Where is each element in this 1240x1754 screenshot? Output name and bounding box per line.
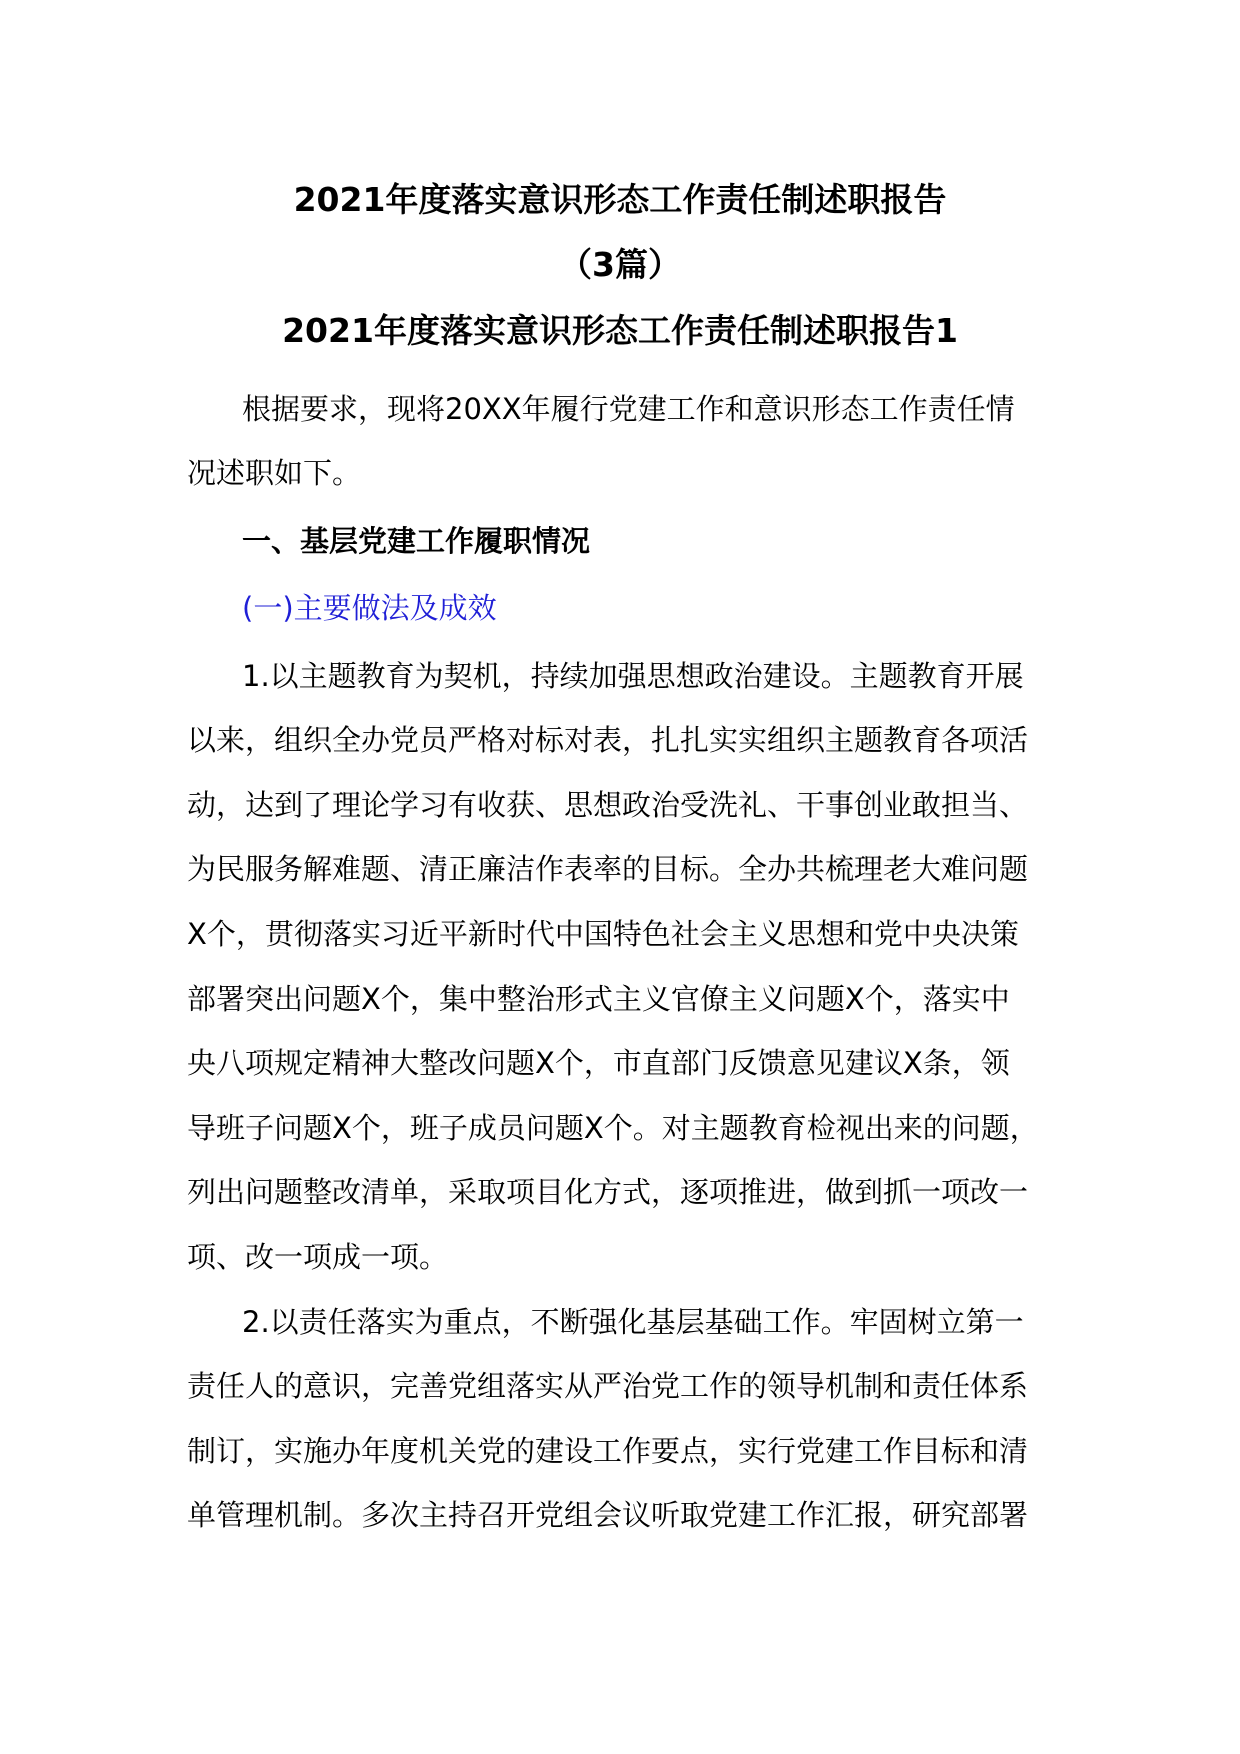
paragraph-line: 责任人的意识，完善党组落实从严治党工作的领导机制和责任体系 <box>187 1369 1029 1403</box>
subsection-heading: (一)主要做法及成效 <box>242 591 497 625</box>
paragraph-line: 部署突出问题X个，集中整治形式主义官僚主义问题X个，落实中 <box>187 982 1010 1016</box>
paragraph-line: 列出问题整改清单，采取项目化方式，逐项推进，做到抓一项改一 <box>187 1175 1029 1209</box>
report-title: 2021年度落实意识形态工作责任制述职报告1 <box>282 311 958 350</box>
paragraph-line: X个，贯彻落实习近平新时代中国特色社会主义思想和党中央决策 <box>187 917 1019 951</box>
paragraph-line: 1.以主题教育为契机，持续加强思想政治建设。主题教育开展 <box>242 659 1024 693</box>
paragraph-line: 2.以责任落实为重点，不断强化基层基础工作。牢固树立第一 <box>242 1305 1024 1339</box>
paragraph-line: 况述职如下。 <box>187 456 362 490</box>
paragraph-line: 项、改一项成一项。 <box>187 1240 449 1274</box>
paragraph-line: 根据要求，现将20XX年履行党建工作和意识形态工作责任情 <box>242 392 1015 426</box>
document-title-line1: 2021年度落实意识形态工作责任制述职报告 <box>293 180 947 219</box>
paragraph-line: 动，达到了理论学习有收获、思想政治受洗礼、干事创业敢担当、 <box>187 788 1029 822</box>
paragraph-line: 以来，组织全办党员严格对标对表，扎扎实实组织主题教育各项活 <box>187 723 1029 757</box>
paragraph-line: 制订，实施办年度机关党的建设工作要点，实行党建工作目标和清 <box>187 1434 1029 1468</box>
paragraph-line: 导班子问题X个，班子成员问题X个。对主题教育检视出来的问题， <box>187 1111 1039 1145</box>
section-heading: 一、基层党建工作履职情况 <box>242 524 591 558</box>
paragraph-line: 央八项规定精神大整改问题X个，市直部门反馈意见建议X条，领 <box>187 1046 1010 1080</box>
document-title-line2: （3篇） <box>559 245 681 284</box>
paragraph-line: 单管理机制。多次主持召开党组会议听取党建工作汇报，研究部署 <box>187 1498 1029 1532</box>
paragraph-line: 为民服务解难题、清正廉洁作表率的目标。全办共梳理老大难问题 <box>187 852 1029 886</box>
